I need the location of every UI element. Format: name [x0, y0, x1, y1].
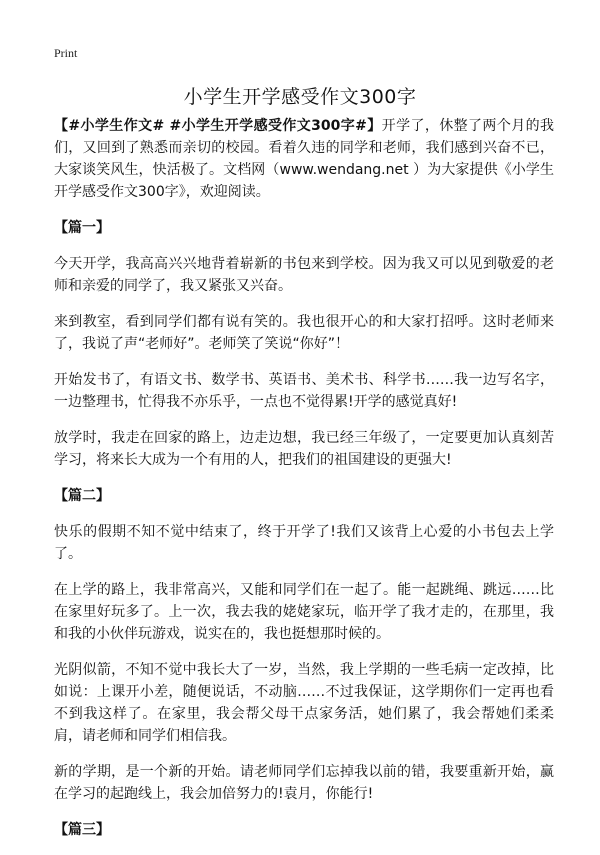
intro-text: 开学了，休整了两个月的我们，又回到了熟悉而亲切的校园。看着久违的同学和老师，我们感到兴奋不已，大家谈笑风生，快活极了。文档网（www.wendang.net ）为大家提供《小学生开学感受作文300字》，欢迎阅读。: [54, 118, 554, 200]
paragraph: 光阴似箭，不知不觉中我长大了一岁，当然，我上学期的一些毛病一定改掉，比如说：上课开小差，随便说话，不动脑……不过我保证，这学期你们一定再也看不到我这样了。在家里，我会帮父母干点家务活，她们累了，我会帮她们柔柔肩，请老师和同学们相信我。: [54, 662, 554, 744]
section-heading-3: 【篇三】: [54, 822, 110, 838]
print-link[interactable]: Print: [54, 46, 78, 60]
paragraph: 新的学期，是一个新的开始。请老师同学们忘掉我以前的错，我要重新开始，赢在学习的起跑线上，我会加倍努力的!袁月，你能行!: [54, 764, 554, 802]
paragraph: 放学时，我走在回家的路上，边走边想，我已经三年级了，一定要更加认真刻苦学习，将来长大成为一个有用的人，把我们的祖国建设的更强大!: [54, 430, 554, 468]
section-heading-2: 【篇二】: [54, 488, 110, 504]
paragraph: 在上学的路上，我非常高兴，又能和同学们在一起了。能一起跳绳、跳远……比在家里好玩多了。上一次，我去我的姥姥家玩，临开学了我才走的，在那里，我和我的小伙伴玩游戏，说实在的，我也挺想那时候的。: [54, 582, 554, 642]
intro-paragraph: [54, 115, 554, 203]
intro-tag: 【#小学生作文# #小学生开学感受作文300字#】: [54, 118, 382, 134]
paragraph: 来到教室，看到同学们都有说有笑的。我也很开心的和大家打招呼。这时老师来了，我说了声“老师好”。老师笑了笑说“你好”！: [54, 314, 554, 352]
section-heading-1: 【篇一】: [54, 220, 110, 236]
paragraph: 快乐的假期不知不觉中结束了，终于开学了!我们又该背上心爱的小书包去上学了。: [54, 524, 554, 562]
page-title: 小学生开学感受作文300字: [183, 86, 417, 108]
article-body: [54, 115, 554, 855]
paragraph: 今天开学，我高高兴兴地背着崭新的书包来到学校。因为我又可以见到敬爱的老师和亲爱的同学了，我又紧张又兴奋。: [54, 256, 554, 294]
paragraph: 开始发书了，有语文书、数学书、英语书、美术书、科学书……我一边写名字，一边整理书，忙得我不亦乐乎，一点也不觉得累!开学的感觉真好!: [54, 372, 554, 410]
